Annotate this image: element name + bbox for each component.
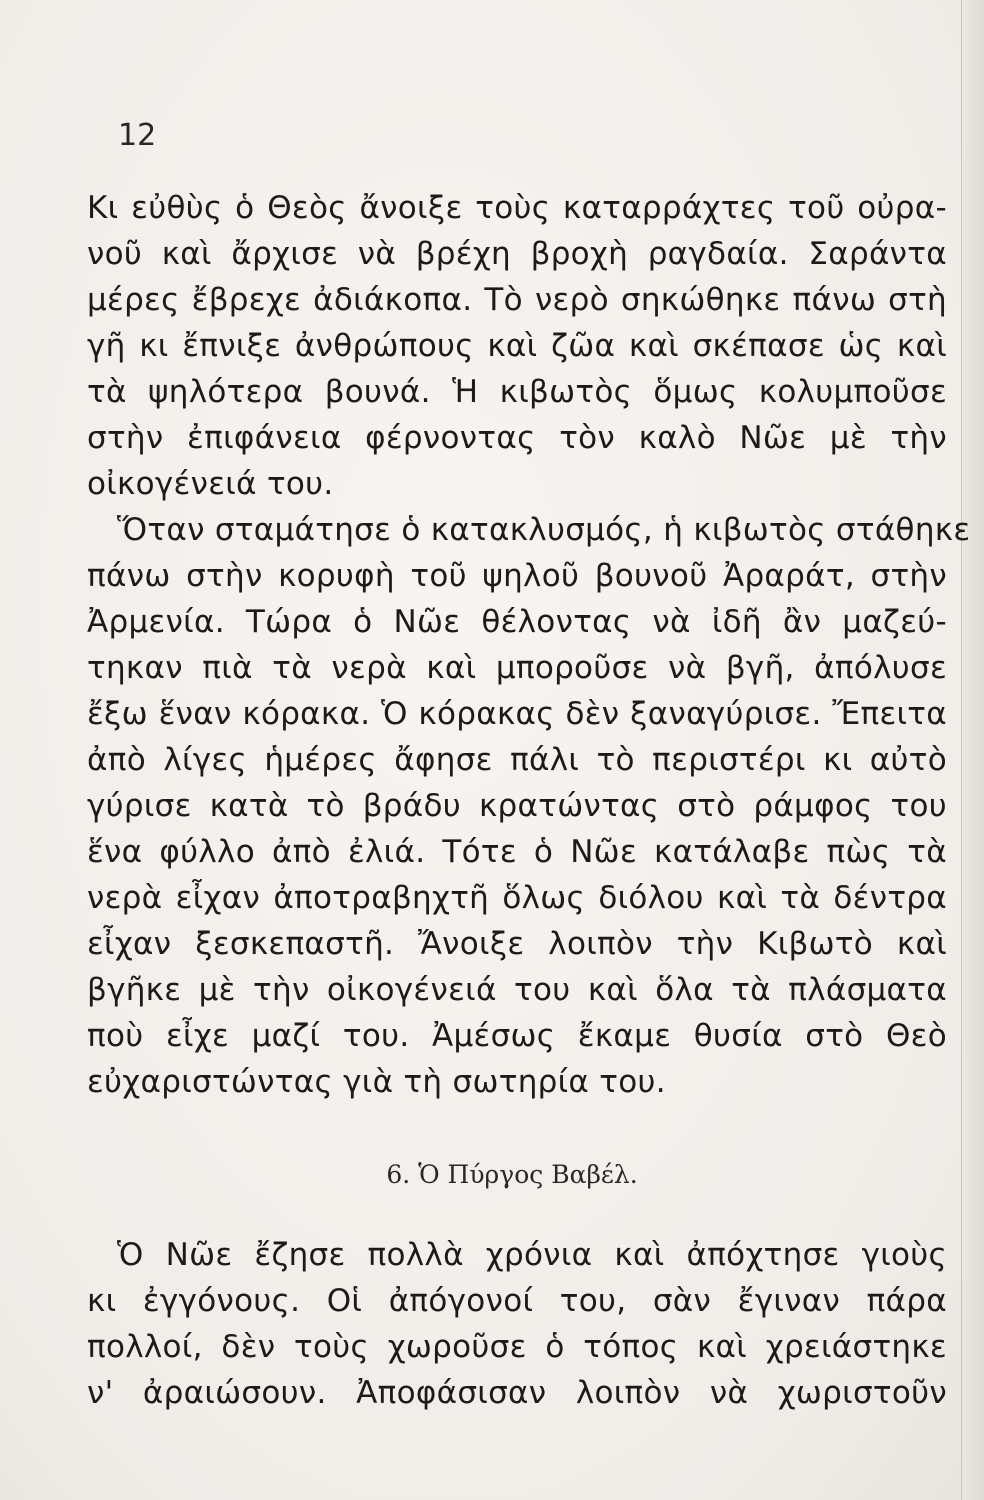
text-line: γύρισε κατὰ τὸ βράδυ κρατώντας στὸ ράμφος του — [87, 788, 947, 824]
text-line: ἕνα φύλλο ἀπὸ ἐλιά. Τότε ὁ Νῶε κατάλαβε πὼς τὰ — [87, 834, 947, 870]
paragraph-block-flood — [87, 185, 971, 1105]
text-line: ν' ἀραιώσουν. Ἀποφάσισαν λοιπὸν νὰ χωριστοῦν — [87, 1375, 947, 1411]
text-line: Ὅταν σταμάτησε ὁ κατακλυσμός, ἡ κιβωτὸς στάθηκε — [117, 512, 971, 548]
text-line: νερὰ εἶχαν ἀποτραβηχτῆ ὅλως διόλου καὶ τὰ δέντρα — [87, 880, 947, 916]
text-line: ποὺ εἶχε μαζί του. Ἀμέσως ἔκαμε θυσία στὸ Θεὸ — [87, 1018, 947, 1054]
text-line: ἀπὸ λίγες ἡμέρες ἄφησε πάλι τὸ περιστέρι κι αὐτὸ — [87, 742, 947, 778]
text-line: βγῆκε μὲ τὴν οἰκογένειά του καὶ ὅλα τὰ πλάσματα — [87, 972, 947, 1008]
section-heading: 6. Ὁ Πύργος Βαβέλ. — [386, 1160, 638, 1189]
text-line: μέρες ἔβρεχε ἀδιάκοπα. Τὸ νερὸ σηκώθηκε πάνω στὴ — [87, 282, 947, 318]
text-line: Ἀρμενία. Τώρα ὁ Νῶε θέλοντας νὰ ἰδῆ ἂν μαζεύ- — [87, 604, 947, 640]
text-line: γῆ κι ἔπνιξε ἀνθρώπους καὶ ζῶα καὶ σκέπασε ὡς καὶ — [87, 328, 947, 364]
text-line: Κι εὐθὺς ὁ Θεὸς ἄνοιξε τοὺς καταρράχτες τοῦ οὐρα- — [87, 190, 947, 226]
text-line: πολλοί, δὲν τοὺς χωροῦσε ὁ τόπος καὶ χρειάστηκε — [87, 1329, 947, 1365]
text-line: Ὁ Νῶε ἔζησε πολλὰ χρόνια καὶ ἀπόχτησε γιοὺς — [117, 1237, 947, 1273]
text-line: πάνω στὴν κορυφὴ τοῦ ψηλοῦ βουνοῦ Ἀραράτ, στὴν — [87, 558, 947, 594]
text-line: τηκαν πιὰ τὰ νερὰ καὶ μποροῦσε νὰ βγῆ, ἀπόλυσε — [87, 650, 947, 686]
text-line: στὴν ἐπιφάνεια φέρνοντας τὸν καλὸ Νῶε μὲ τὴν — [87, 420, 947, 456]
text-line: κι ἐγγόνους. Οἱ ἀπόγονοί του, σὰν ἔγιναν πάρα — [87, 1283, 947, 1319]
text-line: οἰκογένειά του. — [87, 466, 334, 502]
page-number: 12 — [118, 118, 157, 153]
text-line: εἶχαν ξεσκεπαστῆ. Ἄνοιξε λοιπὸν τὴν Κιβωτὸ καὶ — [87, 926, 947, 962]
page-edge-line — [961, 0, 962, 1500]
paragraph-block-babel — [87, 1232, 947, 1416]
page-edge-shadow — [962, 0, 984, 1500]
text-line: νοῦ καὶ ἄρχισε νὰ βρέχη βροχὴ ραγδαία. Σαράντα — [87, 236, 947, 272]
text-line: ἔξω ἕναν κόρακα. Ὁ κόρακας δὲν ξαναγύρισε. Ἔπειτα — [87, 696, 947, 732]
text-line: τὰ ψηλότερα βουνά. Ἡ κιβωτὸς ὅμως κολυμποῦσε — [87, 374, 947, 410]
text-line: εὐχαριστώντας γιὰ τὴ σωτηρία του. — [87, 1064, 666, 1100]
